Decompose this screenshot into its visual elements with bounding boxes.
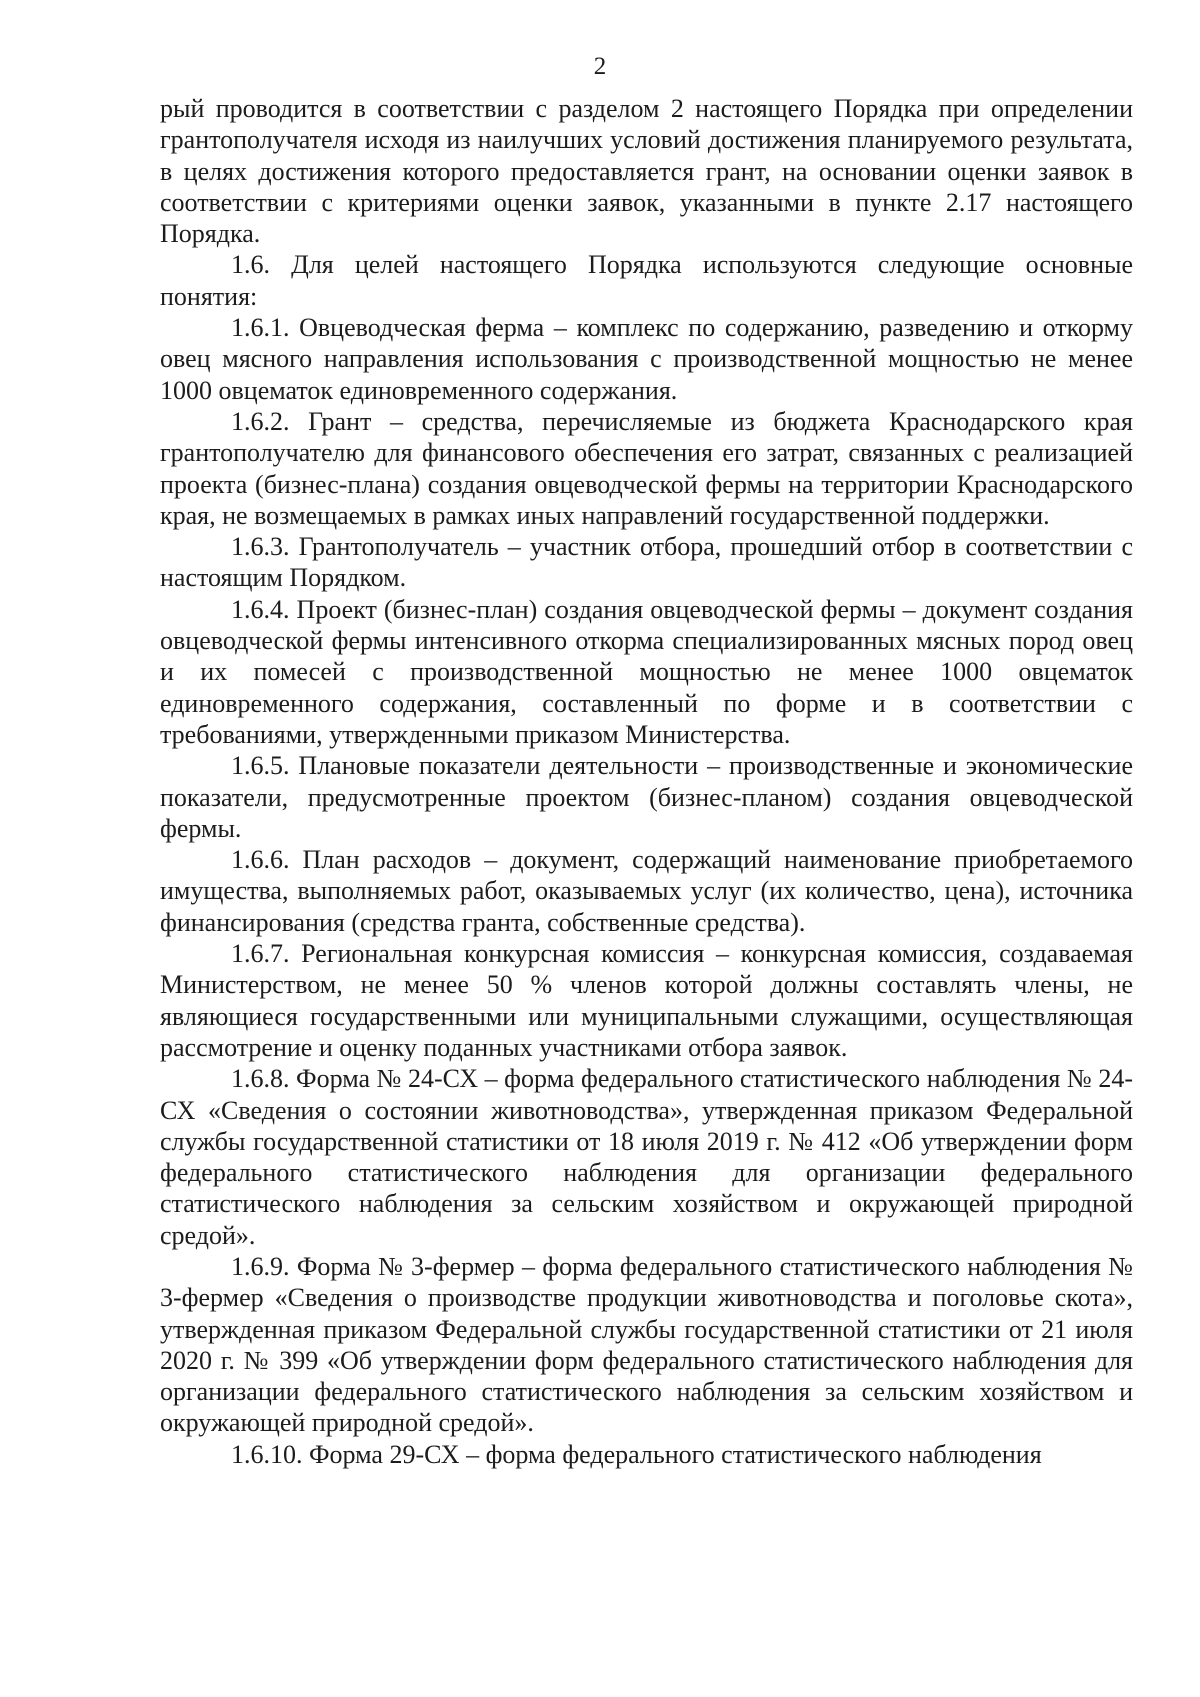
paragraph-continuation: рый проводится в соответствии с разделом 2 настоящего Порядка при определении грантополучателя исходя из наилучших условий достижения планируемого результата, в целях достижения которого предоставляется грант, на основании оценки заявок в соответствии с критериями оценки заявок, указанными в пункте 2.17 настоящего Порядка.	[160, 94, 1133, 249]
paragraph-1-6: 1.6. Для целей настоящего Порядка используются следующие основные понятия:	[160, 250, 1133, 311]
paragraph-1-6-8: 1.6.8. Форма № 24-СХ – форма федерального статистического наблюдения № 24-СХ «Сведения о состоянии животноводства», утвержденная приказом Федеральной службы государственной статистики от 18 июля 2019 г. № 412 «Об утверждении форм федерального статистического наблюдения для организации федерального статистического наблюдения за сельским хозяйством и окружающей природной средой».	[160, 1064, 1133, 1250]
paragraph-1-6-7: 1.6.7. Региональная конкурсная комиссия – конкурсная комиссия, создаваемая Министерством, не менее 50 % членов которой должны составлять члены, не являющиеся государственными или муниципальными служащими, осуществляющая рассмотрение и оценку поданных участниками отбора заявок.	[160, 939, 1133, 1062]
page-number: 2	[593, 53, 607, 80]
paragraph-1-6-5: 1.6.5. Плановые показатели деятельности – производственные и экономические показатели, предусмотренные проектом (бизнес-планом) создания овцеводческой фермы.	[160, 751, 1133, 843]
document-body	[160, 93, 1133, 1470]
paragraph-1-6-4: 1.6.4. Проект (бизнес-план) создания овцеводческой фермы – документ создания овцеводческой фермы интенсивного откорма специализированных мясных пород овец и их помесей с производственной мощностью не менее 1000 овцематок единовременного содержания, составленный по форме и в соответствии с требованиями, утвержденными приказом Министерства.	[160, 594, 1133, 749]
paragraph-1-6-6: 1.6.6. План расходов – документ, содержащий наименование приобретаемого имущества, выполняемых работ, оказываемых услуг (их количество, цена), источника финансирования (средства гранта, собственные средства).	[160, 845, 1133, 937]
paragraph-1-6-1: 1.6.1. Овцеводческая ферма – комплекс по содержанию, разведению и откорму овец мясного направления использования с производственной мощностью не менее 1000 овцематок единовременного содержания.	[160, 313, 1133, 405]
paragraph-1-6-9: 1.6.9. Форма № 3-фермер – форма федерального статистического наблюдения № 3-фермер «Сведения о производстве продукции животноводства и поголовье скота», утвержденная приказом Федеральной службы государственной статистики от 21 июля 2020 г. № 399 «Об утверждении форм федерального статистического наблюдения для организации федерального статистического наблюдения за сельским хозяйством и окружающей природной средой».	[160, 1251, 1133, 1438]
paragraph-1-6-2: 1.6.2. Грант – средства, перечисляемые из бюджета Краснодарского края грантополучателю для финансового обеспечения его затрат, связанных с реализацией проекта (бизнес-плана) создания овцеводческой фермы на территории Краснодарского края, не возмещаемых в рамках иных направлений государственной поддержки.	[160, 406, 1133, 530]
paragraph-1-6-3: 1.6.3. Грантополучатель – участник отбора, прошедший отбор в соответствии с настоящим Порядком.	[160, 532, 1133, 593]
paragraph-1-6-10: 1.6.10. Форма 29-СХ – форма федерального статистического наблюдения	[231, 1439, 1042, 1469]
